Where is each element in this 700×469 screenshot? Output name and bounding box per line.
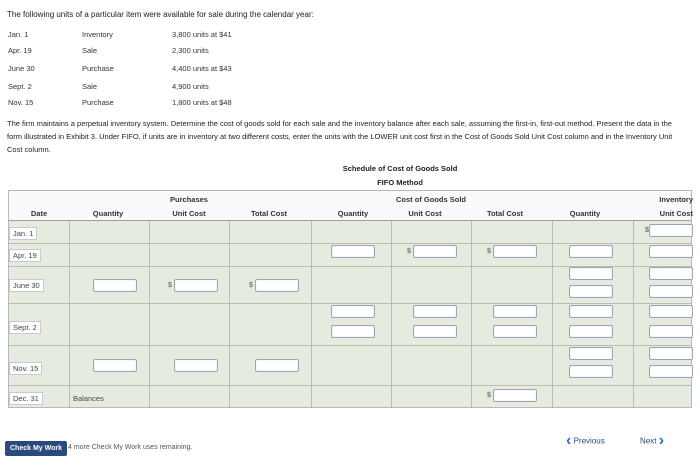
jan1-inv-unit-cost-input[interactable] xyxy=(649,224,693,237)
header-cogs-qty: Quantity xyxy=(337,209,369,218)
dollar-sign: $ xyxy=(645,227,649,234)
header-date: Date xyxy=(30,209,48,218)
check-my-work-button[interactable]: Check My Work xyxy=(5,441,67,456)
instructions-text: The firm maintains a perpetual inventory system. Determine the cost of goods sold for each sale and the inventory balance after each sale, assuming the first-in, first-out method. Present the data in the form illustrated in Exhibit 3. Under FIFO, if units are in inventory at two different costs, enter the units with the LOWER unit cost first in the Cost of Goods Sold Unit Cost column and in the Inventory Unit Cost column. xyxy=(7,119,673,154)
apr19-cogs-qty-input[interactable] xyxy=(331,245,375,258)
nov15-inv-unit-cost-2-input[interactable] xyxy=(649,365,693,378)
nov15-purchase-qty-input[interactable] xyxy=(93,359,137,372)
row-date-apr19: Apr. 19 xyxy=(9,249,41,262)
sep2-inv-qty-2-input[interactable] xyxy=(569,325,613,338)
header-purchases-unit-cost: Unit Cost xyxy=(172,209,206,218)
previous-button[interactable]: ‹ Previous xyxy=(566,432,605,449)
header-purchases-qty: Quantity xyxy=(92,209,124,218)
nov15-purchase-total-input[interactable] xyxy=(255,359,299,372)
fifo-schedule-table xyxy=(8,190,692,408)
nov15-inv-qty-2-input[interactable] xyxy=(569,365,613,378)
sep2-cogs-unit-cost-2-input[interactable] xyxy=(413,325,457,338)
chevron-left-icon: ‹ xyxy=(566,432,572,449)
row-date-jan1: Jan. 1 xyxy=(9,227,37,240)
nov15-inv-qty-1-input[interactable] xyxy=(569,347,613,360)
chevron-right-icon: › xyxy=(658,432,665,449)
dollar-sign: $ xyxy=(249,282,253,289)
dollar-sign: $ xyxy=(407,248,411,255)
dollar-sign: $ xyxy=(487,248,491,255)
sep2-cogs-qty-2-input[interactable] xyxy=(331,325,375,338)
apr19-inv-qty-input[interactable] xyxy=(569,245,613,258)
sep2-cogs-total-2-input[interactable] xyxy=(493,325,537,338)
sep2-cogs-unit-cost-1-input[interactable] xyxy=(413,305,457,318)
jun30-inv-qty-1-input[interactable] xyxy=(569,267,613,280)
jun30-purchase-total-input[interactable] xyxy=(255,279,299,292)
balances-label: Balances xyxy=(73,394,104,403)
jun30-inv-unit-cost-1-input[interactable] xyxy=(649,267,693,280)
sep2-cogs-qty-1-input[interactable] xyxy=(331,305,375,318)
header-cogs: Cost of Goods Sold xyxy=(396,195,466,204)
header-purchases-total: Total Cost xyxy=(250,209,288,218)
problem-intro: The following units of a particular item were available for sale during the calendar year: xyxy=(7,10,314,19)
schedule-method: FIFO Method xyxy=(377,178,423,187)
dollar-sign: $ xyxy=(487,392,491,399)
row-date-dec31: Dec. 31 xyxy=(9,392,43,405)
header-inventory: Inventory xyxy=(659,195,693,204)
header-cogs-unit-cost: Unit Cost xyxy=(408,209,442,218)
header-purchases: Purchases xyxy=(170,195,208,204)
jun30-inv-qty-2-input[interactable] xyxy=(569,285,613,298)
dec31-cogs-total-input[interactable] xyxy=(493,389,537,402)
row-date-jun30: June 30 xyxy=(9,279,44,292)
jun30-purchase-unit-cost-input[interactable] xyxy=(174,279,218,292)
row-date-sep2: Sept. 2 xyxy=(9,321,41,334)
header-inv-qty: Quantity xyxy=(569,209,601,218)
apr19-cogs-total-input[interactable] xyxy=(493,245,537,258)
header-cogs-total: Total Cost xyxy=(486,209,524,218)
next-button[interactable]: Next › xyxy=(640,432,665,449)
sep2-cogs-total-1-input[interactable] xyxy=(493,305,537,318)
sep2-inv-qty-1-input[interactable] xyxy=(569,305,613,318)
jun30-purchase-qty-input[interactable] xyxy=(93,279,137,292)
nov15-purchase-unit-cost-input[interactable] xyxy=(174,359,218,372)
header-inv-unit-cost: Unit Cost xyxy=(659,209,693,218)
dollar-sign: $ xyxy=(168,282,172,289)
nov15-inv-unit-cost-1-input[interactable] xyxy=(649,347,693,360)
apr19-cogs-unit-cost-input[interactable] xyxy=(413,245,457,258)
apr19-inv-unit-cost-input[interactable] xyxy=(649,245,693,258)
sep2-inv-unit-cost-2-input[interactable] xyxy=(649,325,693,338)
sep2-inv-unit-cost-1-input[interactable] xyxy=(649,305,693,318)
remaining-uses-text: 4 more Check My Work uses remaining. xyxy=(68,444,193,451)
row-date-nov15: Nov. 15 xyxy=(9,362,42,375)
schedule-title: Schedule of Cost of Goods Sold xyxy=(342,164,458,173)
jun30-inv-unit-cost-2-input[interactable] xyxy=(649,285,693,298)
